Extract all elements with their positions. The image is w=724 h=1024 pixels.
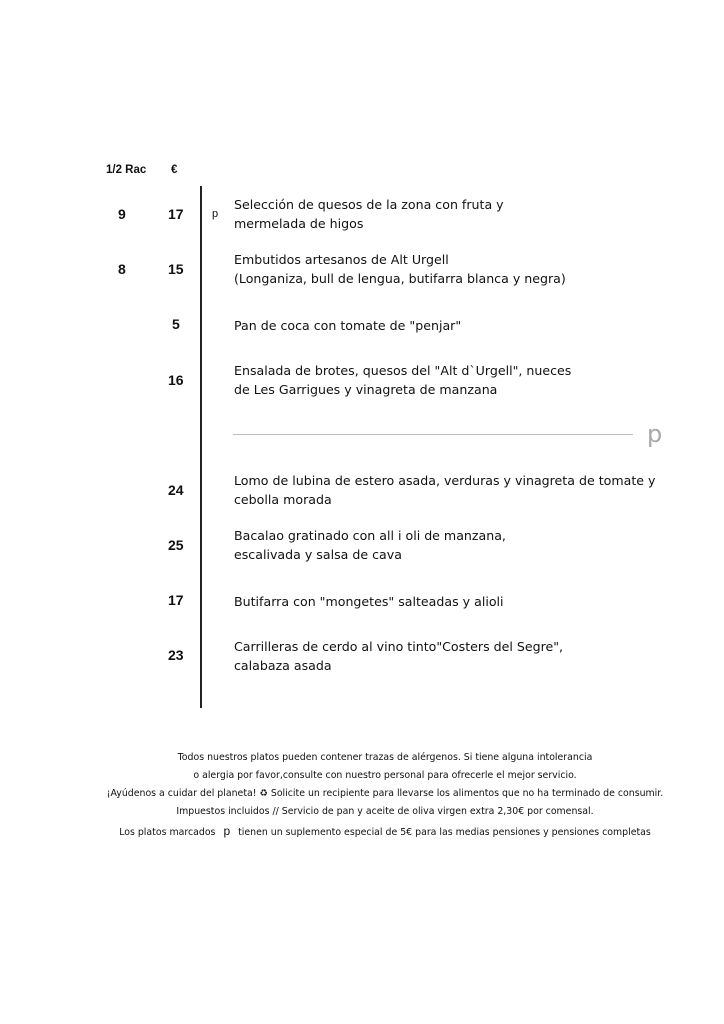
allergen-notice: Todos nuestros platos pueden contener trazas de alérgenos. Si tiene alguna intolerancia bbox=[177, 752, 593, 763]
half-price: 9 bbox=[118, 206, 126, 222]
section-divider bbox=[233, 434, 633, 435]
dish-line-2: de Les Garrigues y vinagreta de manzana bbox=[234, 382, 498, 397]
full-price: 24 bbox=[168, 482, 184, 498]
dish-line-1: Pan de coca con tomate de "penjar" bbox=[234, 318, 462, 333]
supplement-marker-large: p bbox=[647, 420, 663, 448]
full-price: 5 bbox=[172, 316, 180, 332]
dish-line-1: Butifarra con "mongetes" salteadas y alioli bbox=[234, 594, 504, 609]
planet-notice: ¡Ayúdenos a cuidar del planeta! ♻ Solicite un recipiente para llevarse los alimentos que no ha terminado de consumir. bbox=[106, 788, 664, 799]
full-price: 16 bbox=[168, 372, 184, 388]
dish-line-2: mermelada de higos bbox=[234, 216, 364, 231]
supplement-marker: p bbox=[212, 208, 219, 220]
dish-line-2: (Longaniza, bull de lengua, butifarra blanca y negra) bbox=[234, 271, 566, 286]
dish-line-2: cebolla morada bbox=[234, 492, 332, 507]
dish-line-1: Carrilleras de cerdo al vino tinto"Costers del Segre", bbox=[234, 639, 564, 654]
full-price: 15 bbox=[168, 261, 184, 277]
tax-notice: Impuestos incluidos // Servicio de pan y aceite de oliva virgen extra 2,30€ por comensal. bbox=[176, 806, 594, 817]
allergen-notice-2: o alergia por favor,consulte con nuestro personal para ofrecerle el mejor servicio. bbox=[193, 770, 577, 781]
supplement-notice-prefix: Los platos marcados bbox=[119, 827, 216, 838]
full-price: 25 bbox=[168, 537, 184, 553]
dish-line-1: Lomo de lubina de estero asada, verduras y vinagreta de tomate y bbox=[234, 473, 656, 488]
supplement-notice bbox=[0, 824, 724, 838]
dish-line-1: Embutidos artesanos de Alt Urgell bbox=[234, 252, 449, 267]
dish-line-1: Ensalada de brotes, quesos del "Alt d`Urgell", nueces bbox=[234, 363, 572, 378]
supplement-marker: p bbox=[223, 824, 231, 838]
full-price: 17 bbox=[168, 206, 184, 222]
dish-line-1: Selección de quesos de la zona con fruta y bbox=[234, 197, 504, 212]
half-price: 8 bbox=[118, 261, 126, 277]
dish-line-2: escalivada y salsa de cava bbox=[234, 547, 402, 562]
supplement-notice-suffix: tienen un suplemento especial de 5€ para las medias pensiones y pensiones completas bbox=[238, 827, 651, 838]
vertical-divider bbox=[200, 186, 202, 708]
full-price: 17 bbox=[168, 592, 184, 608]
dish-line-2: calabaza asada bbox=[234, 658, 332, 673]
dish-line-1: Bacalao gratinado con all i oli de manzana, bbox=[234, 528, 506, 543]
price-header: € bbox=[171, 164, 178, 176]
full-price: 23 bbox=[168, 647, 184, 663]
half-portion-header: 1/2 Rac bbox=[106, 164, 147, 176]
